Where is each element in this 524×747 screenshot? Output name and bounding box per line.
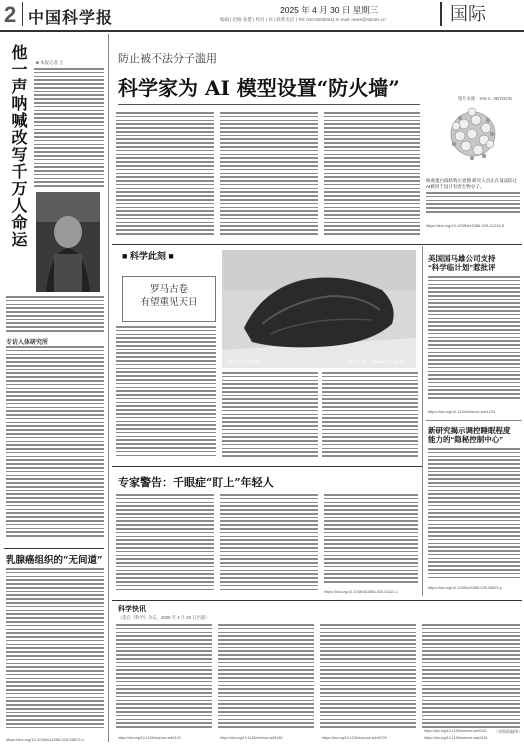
left-bottom-body [6,568,104,732]
right-bottom-url: https://doi.org/10.1038/s41586-025-08822-y [428,586,502,590]
right-top-title: 美国国马雄公司支持 “科学临计划”惹批评 [428,254,496,272]
briefs-source: （选自《科学》杂志，2025 年 4 月 25 日出版） [118,615,210,620]
lead-headline: 科学家为 AI 模型设置“防火墙” [118,76,400,100]
feature-body-col-2 [222,372,318,460]
feature-label-box [116,248,216,262]
left-story-byline: ■ 本报记者 王 [36,60,64,65]
contact-line: 编辑 | 赵路 张楚 | 校对 | 何 | 联系电话 | Tel: 010-62580611 E-mail: news@stimes.cn [220,17,386,22]
left-story-body-2 [6,296,104,336]
newspaper-name: 中国科学报 [28,8,114,27]
briefs-top-rule [112,600,522,601]
feature-body-col-1 [116,326,216,460]
masthead [0,0,524,32]
right-top-body [428,276,520,404]
brief-1-body [116,624,212,732]
second-story-col-1 [116,494,214,594]
left-bottom-url: https://doi.org/10.1038/s41586-025-08873-z [6,737,84,742]
lead-photo-credit: 图片来源：IAN C. HEYDON [458,96,512,101]
lead-body-col-3 [324,112,420,238]
section-label: 国际 [440,2,524,26]
lead-headline-rule [118,104,420,105]
right-column-rule [422,246,423,596]
brief-1-url: https://doi.org/10.1126/science.adr1133 [118,736,181,740]
second-story-col-3 [324,494,418,588]
lead-body-col-4 [426,192,520,216]
brief-3-body [320,624,416,732]
second-story-url: https://doi.org/10.1038/d41586-025-01122-1 [324,590,399,594]
left-story-title: 他一声呐喊改写千万人命运 [9,44,28,248]
left-column-rule [108,34,109,742]
feature-headline-box [122,276,216,322]
brief-4-body [422,624,520,732]
feature-photo-caption: 赫库兰尼姆纸卷。 [228,359,264,364]
page-number: 2 [4,2,17,27]
left-bottom-title: 乳腺癌组织的“无间道” [6,555,103,566]
left-story-body [34,68,104,190]
feature-bottom-rule [112,466,422,467]
lead-bottom-rule [112,244,522,245]
dateline [280,4,378,16]
briefs-page-tag: （刘秋晗编译） [494,729,522,734]
lead-body-col-2 [220,112,318,238]
brief-2-body [218,624,314,732]
second-story-headline: 专家警告：千眼症“盯上”年轻人 [118,476,274,489]
lead-kicker: 防止被不法分子滥用 [118,53,217,65]
feature-photo [222,250,416,368]
lead-url: https://doi.org/10.1038/d41586-025-01234-5 [426,223,505,228]
left-story-body-3 [6,346,104,542]
right-mid-rule [426,420,522,421]
left-story-subhead: 专访人体研究所 [6,340,49,346]
issue-weekday: 星期三 [352,5,379,15]
feature-body-col-3 [322,372,418,460]
lead-body-col-1 [116,112,214,238]
feature-headline: 罗马古卷 有望重见天日 [140,284,198,308]
feature-label: ■ 科学此刻 ■ [122,251,174,261]
right-bottom-title: 新研究揭示调控睡眠程度 能力的“隐秘控制中心” [428,426,511,444]
lead-photo-caption: 病毒蛋白质结构示意图 研究人员正在设法防止AI被用于设计有害生物分子。 [426,178,518,189]
left-story-photo [36,192,100,292]
left-bottom-rule [4,548,104,549]
brief-3-url: https://doi.org/10.1126/science.adm5799 [322,736,387,740]
feature-photo-credit: 图片来源：Salvatore Laporta [348,359,407,364]
brief-5-url: https://doi.org/10.1126/science.adp4181 [424,736,488,740]
brief-2-url: https://doi.org/10.1126/science.adt1484 [220,736,283,740]
masthead-divider [22,2,23,26]
brief-4-url: https://doi.org/10.1126/science.adr0421 [424,729,487,733]
issue-date: 2025 年 4 月 30 日 [280,5,351,15]
right-top-url: https://doi.org/10.1126/science.adx1234 [428,410,496,414]
second-story-col-2 [220,494,318,594]
lead-photo [426,104,520,176]
briefs-label: 科学快讯 [118,606,146,613]
right-bottom-body [428,448,520,582]
